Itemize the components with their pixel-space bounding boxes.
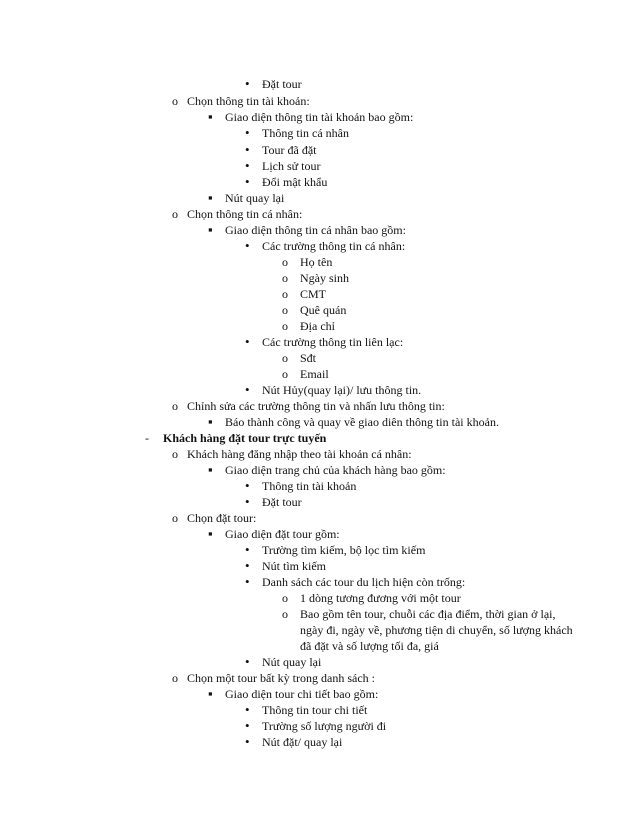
list-item: Đặt tour — [262, 77, 302, 91]
list-item: Đặt tour — [262, 495, 302, 509]
list-marker — [208, 222, 213, 238]
list-marker — [245, 238, 250, 254]
list-marker — [282, 270, 288, 286]
list-item: Thông tin tour chi tiết — [262, 703, 368, 717]
list-item: Khách hàng đăng nhập theo tài khoản cá nhân: — [187, 447, 412, 461]
list-marker — [245, 702, 250, 718]
list-item: Các trường thông tin liên lạc: — [262, 335, 404, 349]
list-item: Địa chỉ — [300, 319, 335, 333]
list-item: Ngày sinh — [300, 271, 349, 285]
list-item: Chọn đặt tour: — [187, 511, 257, 525]
list-marker — [282, 318, 288, 334]
list-marker — [282, 302, 288, 318]
list-marker — [208, 462, 213, 478]
list-item: 1 dòng tương đương với một tour — [300, 591, 461, 605]
list-item: Chỉnh sửa các trường thông tin và nhấn lưu thông tin: — [187, 399, 445, 413]
list-item: Trường số lượng người đi — [262, 719, 387, 733]
list-marker — [282, 286, 288, 302]
list-item: Danh sách các tour du lịch hiện còn trống: — [262, 575, 466, 589]
section-heading: Khách hàng đặt tour trực tuyến — [163, 431, 327, 445]
list-item: Email — [300, 367, 329, 381]
list-item: Nút quay lại — [225, 191, 285, 205]
list-item: Thông tin tài khoản — [262, 479, 357, 493]
list-item: Giao diện đặt tour gồm: — [225, 527, 340, 541]
list-marker — [172, 446, 178, 462]
list-item: Trường tìm kiếm, bộ lọc tìm kiếm — [262, 543, 426, 557]
list-marker — [172, 206, 178, 222]
list-marker — [245, 718, 250, 734]
list-item: Lịch sử tour — [262, 159, 321, 173]
list-item: Họ tên — [300, 255, 333, 269]
list-marker — [282, 606, 288, 622]
list-marker — [282, 366, 288, 382]
list-marker — [245, 494, 250, 510]
list-marker — [172, 670, 178, 686]
list-item: Thông tin cá nhân — [262, 126, 349, 140]
list-marker — [245, 125, 250, 141]
list-marker — [282, 254, 288, 270]
list-marker — [245, 478, 250, 494]
list-item: Sđt — [300, 351, 317, 365]
list-item: Quê quán — [300, 303, 347, 317]
list-marker — [208, 190, 213, 206]
list-marker — [172, 510, 178, 526]
list-item: Nút tìm kiếm — [262, 559, 326, 573]
list-item: Các trường thông tin cá nhân: — [262, 239, 406, 253]
list-marker — [208, 109, 213, 125]
list-marker — [282, 590, 288, 606]
list-marker — [245, 76, 250, 92]
list-marker — [172, 398, 178, 414]
list-marker — [245, 654, 250, 670]
list-marker — [245, 542, 250, 558]
list-marker — [245, 142, 250, 158]
list-item: Tour đã đặt — [262, 143, 317, 157]
list-item: Chọn thông tin tài khoản: — [187, 94, 310, 108]
list-marker — [145, 430, 149, 446]
list-marker — [208, 414, 213, 430]
list-item: Giao diện thông tin tài khoản bao gồm: — [225, 110, 414, 124]
list-item: Nút đặt/ quay lại — [262, 735, 343, 749]
list-item: Nút quay lại — [262, 655, 322, 669]
list-item: Đổi mật khẩu — [262, 175, 328, 189]
list-marker — [208, 686, 213, 702]
list-marker — [245, 734, 250, 750]
list-item: Bao gồm tên tour, chuỗi các địa điểm, thời gian ở lại, ngày đi, ngày về, phương tiện di chuyển, số lượng khách đã đặt và số lượng tối đa, giá — [300, 607, 573, 653]
list-marker — [282, 350, 288, 366]
list-marker — [245, 174, 250, 190]
list-item: Giao diện trang chủ của khách hàng bao gồm: — [225, 463, 446, 477]
list-marker — [208, 526, 213, 542]
list-item: CMT — [300, 287, 327, 301]
list-marker — [245, 334, 250, 350]
list-marker — [245, 158, 250, 174]
list-item: Nút Hủy(quay lại)/ lưu thông tin. — [262, 383, 422, 397]
list-item: Giao diện thông tin cá nhân bao gồm: — [225, 223, 406, 237]
list-item: Báo thành công và quay về giao diên thông tin tài khoản. — [225, 415, 499, 429]
list-marker — [172, 93, 178, 109]
list-item: Chọn thông tin cá nhân: — [187, 207, 303, 221]
list-marker — [245, 382, 250, 398]
list-item: Chọn một tour bất kỳ trong danh sách : — [187, 671, 375, 685]
list-item: Giao diện tour chi tiết bao gồm: — [225, 687, 379, 701]
list-marker — [245, 558, 250, 574]
list-marker — [245, 574, 250, 590]
